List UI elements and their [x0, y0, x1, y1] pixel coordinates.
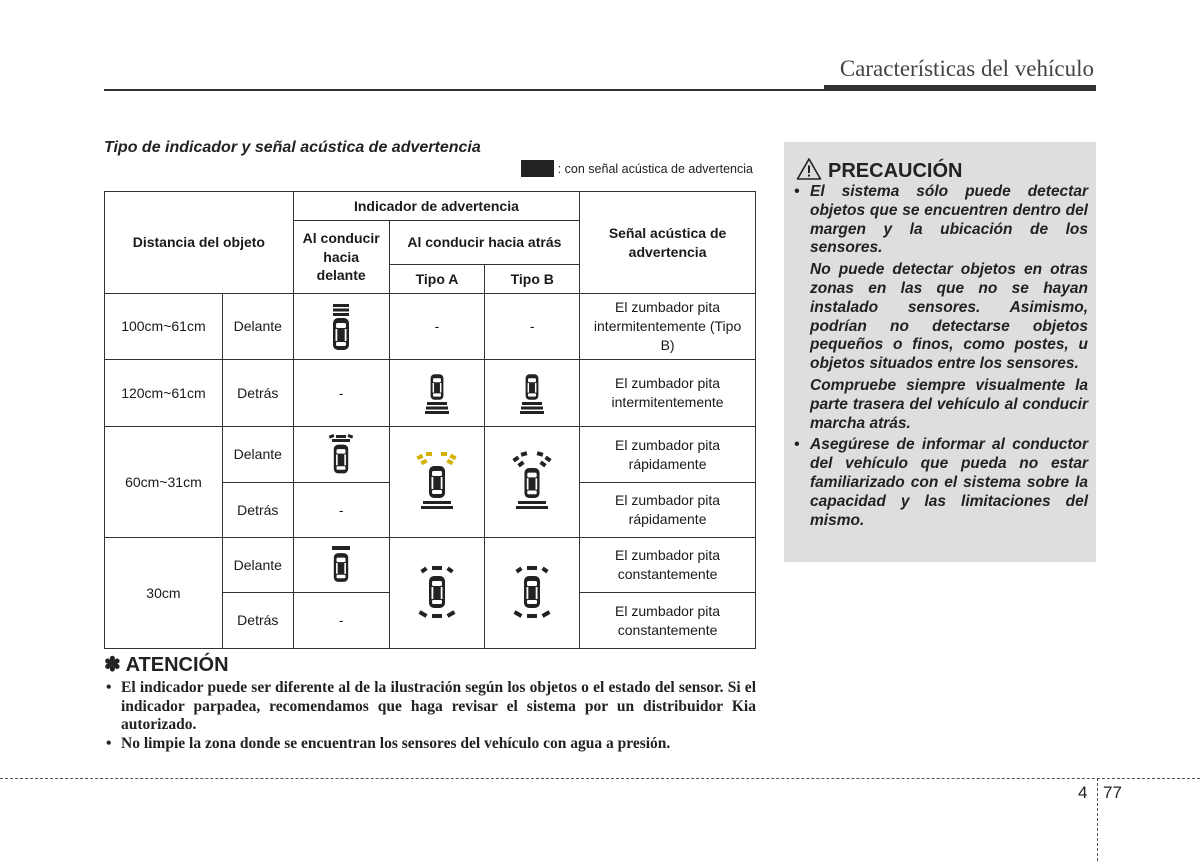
- row1-type-b: -: [485, 294, 580, 360]
- row2-type-b-icon-cell: [485, 360, 580, 427]
- warning-triangle-icon: [796, 157, 822, 181]
- row2-forward: -: [293, 360, 389, 427]
- footer-divider-vertical: [1097, 778, 1098, 861]
- header-reverse: Al conducir hacia atrás: [389, 221, 580, 265]
- caution-item: • El sistema sólo puede detectar objetos que se encuentren dentro del margen y la ubicación de los sensores.: [794, 183, 1088, 258]
- header-indicator: Indicador de advertencia: [293, 192, 579, 221]
- row1-sound: El zumbador pita intermitentemente (Tipo B): [580, 294, 756, 360]
- legend-label: : con señal acústica de advertencia: [557, 161, 753, 176]
- row5-type-b-icon-cell: [485, 538, 580, 649]
- caution-header: [796, 154, 962, 183]
- row6-sound: El zumbador pita constantemente: [580, 593, 756, 649]
- row6-forward: -: [293, 593, 389, 649]
- atencion-item: • El indicador puede ser diferente al de la ilustración según los objetos o el estado del sensor. Si el indicador parpadea, recomendamos que haga revisar el sistema por un distribuidor Kia autorizado.: [104, 679, 756, 735]
- header-type-a: Tipo A: [389, 265, 485, 294]
- row3-direction: Delante: [222, 427, 293, 483]
- car-rear-sensor-icon: [423, 371, 451, 415]
- caution-item-continuation: Compruebe siempre visualmente la parte trasera del vehículo al conducir marcha atrás.: [810, 376, 1088, 432]
- section-title: Tipo de indicador y señal acústica de advertencia: [104, 139, 481, 156]
- row3-distance: 60cm~31cm: [105, 427, 223, 538]
- header-rule-accent: [824, 85, 1096, 91]
- car-front-sensor-icon: [328, 545, 354, 585]
- row1-forward-icon-cell: [293, 294, 389, 360]
- row4-forward: -: [293, 483, 389, 538]
- car-all-sensors-icon: [512, 565, 552, 621]
- atencion-item: • No limpie la zona donde se encuentran los sensores del vehículo con agua a presión.: [104, 735, 756, 754]
- indicator-table: [104, 191, 756, 649]
- row2-type-a-icon-cell: [389, 360, 485, 427]
- row3-type-a-icon-cell: [389, 427, 485, 538]
- row6-direction: Detrás: [222, 593, 293, 649]
- car-corner-sensors-icon: [415, 451, 459, 513]
- caution-box: [784, 142, 1096, 562]
- car-front-sensor-icon: [327, 302, 355, 352]
- car-rear-sensor-icon: [518, 371, 546, 415]
- car-all-sensors-icon: [417, 565, 457, 621]
- row3-forward-icon-cell: [293, 427, 389, 483]
- caution-item-continuation: No puede detectar objetos en otras zonas en las que no se hayan instalado sensores. Asimismo, podrían no detectarse objetos pequeños o finos, como postes, u objetos situados entre los sensores.: [810, 261, 1088, 373]
- row1-type-a: -: [389, 294, 485, 360]
- chapter-number: 4: [1078, 783, 1088, 802]
- car-corner-sensors-icon: [510, 451, 554, 513]
- atencion-list: [104, 679, 756, 753]
- row4-direction: Detrás: [222, 483, 293, 538]
- page-header-title: Características del vehículo: [839, 56, 1094, 81]
- row2-sound: El zumbador pita intermitentemente: [580, 360, 756, 427]
- page-number: 77: [1103, 783, 1122, 802]
- row1-direction: Delante: [222, 294, 293, 360]
- atencion-heading: ATENCIÓN: [125, 654, 229, 676]
- row2-direction: Detrás: [222, 360, 293, 427]
- row5-forward-icon-cell: [293, 538, 389, 593]
- row5-direction: Delante: [222, 538, 293, 593]
- header-rule: [104, 89, 824, 91]
- header-forward: Al conducir hacia delante: [293, 221, 389, 294]
- asterisk-icon: ✽: [104, 654, 121, 676]
- row4-sound: El zumbador pita rápidamente: [580, 483, 756, 538]
- row5-type-a-icon-cell: [389, 538, 485, 649]
- atencion-title: [104, 652, 229, 677]
- legend: [521, 160, 753, 177]
- row3-sound: El zumbador pita rápidamente: [580, 427, 756, 483]
- row5-distance: 30cm: [105, 538, 223, 649]
- caution-body: [794, 183, 1088, 530]
- header-sound: Señal acústica de advertencia: [580, 192, 756, 294]
- footer-divider: [0, 778, 1200, 779]
- header-distance: Distancia del objeto: [105, 192, 294, 294]
- caution-item: • Asegúrese de informar al conductor del vehículo que pueda no estar familiarizado con el sistema sobre la capacidad y las limitaciones del mismo.: [794, 436, 1088, 530]
- row2-distance: 120cm~61cm: [105, 360, 223, 427]
- row5-sound: El zumbador pita constantemente: [580, 538, 756, 593]
- legend-swatch: [521, 160, 554, 177]
- caution-title: PRECAUCIÓN: [828, 160, 963, 182]
- header-type-b: Tipo B: [485, 265, 580, 294]
- row1-distance: 100cm~61cm: [105, 294, 223, 360]
- car-front-sensor-icon: [326, 434, 356, 476]
- row3-type-b-icon-cell: [485, 427, 580, 538]
